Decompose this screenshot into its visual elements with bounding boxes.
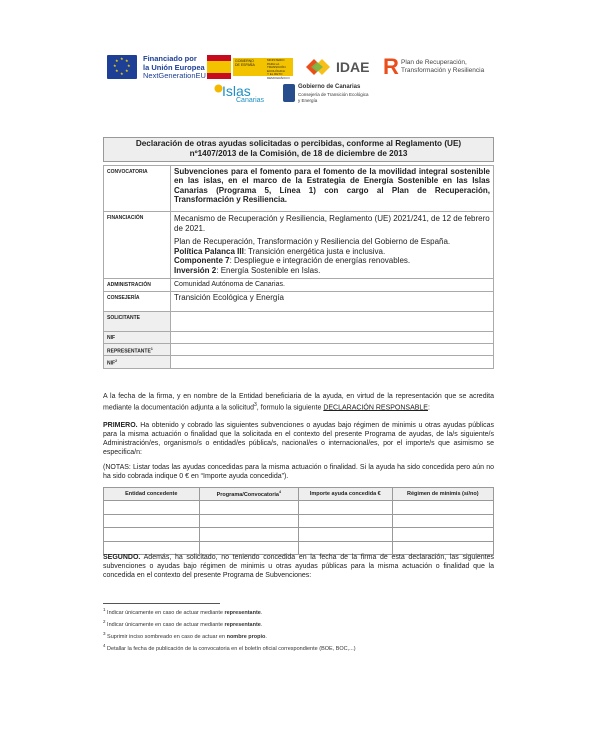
gob-line1: GOBIERNO — [235, 59, 254, 63]
table-cell[interactable] — [104, 528, 200, 542]
intro-sup: 3 — [254, 402, 257, 408]
prtr-logo — [383, 55, 493, 81]
table-row — [104, 501, 494, 515]
administracion-value: Comunidad Autónoma de Canarias. — [171, 278, 494, 291]
table-cell[interactable] — [104, 514, 200, 528]
gob-line4: PARA LA TRANSICIÓN ECOLÓGICA — [267, 61, 286, 73]
nif-label: NIF — [104, 331, 171, 343]
title-line2: nº1407/2013 de la Comisión, de 18 de diciembre de 2013 — [189, 149, 408, 158]
solicitante-label: SOLICITANTE — [104, 311, 171, 331]
footnote-divider — [103, 603, 220, 604]
nif2-sup: 2 — [115, 359, 118, 364]
footnote-4-text: Detallar la fecha de publicación de la convocatoria en el boletín oficial correspondiente (BOE, BOC,...) — [105, 645, 356, 652]
col-programa-sup: 4 — [278, 490, 281, 495]
footnote-3-num: 3 — [103, 631, 106, 636]
gobcan-sub1: Consejería de Transición Ecológica — [298, 92, 369, 97]
primero-paragraph — [103, 421, 494, 457]
footnote-1-bold: representante — [224, 609, 261, 616]
representante-label-cell — [104, 343, 171, 356]
intro-text-b: , formulo la siguiente — [256, 404, 324, 412]
palanca-value: : Transición energética justa e inclusiva. — [243, 246, 386, 256]
gob-line2: DE ESPAÑA — [235, 63, 255, 67]
canarias-shield-icon — [283, 84, 295, 102]
notas-paragraph: (NOTAS: Listar todas las ayudas concedidas para la misma actuación o finalidad. Si la ayuda ha sido concedida pero aún no ha sido cobrada indique 0 € en “Importe ayuda concedida”). — [103, 464, 494, 480]
palanca-line — [174, 247, 490, 257]
footnote-3-text: Suprimir inciso sombreado en caso de actuar en — [105, 633, 227, 640]
primero-label: PRIMERO. — [103, 422, 138, 429]
footnote-1 — [103, 607, 262, 616]
convocatoria-value: Subvenciones para el fomento para el fomento de la movilidad integral sostenible en las islas, en el marco de la Estrategia de Energía Sostenible en las Islas Canarias (Programa 5, Línea 1) con cargo al Plan de Recuperación, Transformación y Resiliencia. — [174, 167, 490, 205]
prtr-line2: Transformación y Resiliencia — [401, 67, 485, 74]
eu-line3: NextGenerationEU — [143, 71, 206, 80]
segundo-label: SEGUNDO. — [103, 554, 141, 561]
eu-line1: Financiado por — [143, 54, 197, 63]
table-cell[interactable] — [199, 514, 298, 528]
islas-sub: Canarias — [236, 97, 265, 104]
representante-sup: 1 — [150, 346, 153, 351]
intro-text-a: A la fecha de la firma, y en nombre de la Entidad beneficiaria de la ayuda, en virtud de la representación que se acredita mediante la documentación adjunta a la solicitud — [103, 393, 494, 412]
gobierno-espana-logo — [207, 55, 297, 79]
gob-line5: Y EL RETO DEMOGRÁFICO — [267, 72, 290, 80]
footnote-2 — [103, 619, 262, 628]
col-importe: Importe ayuda concedida € — [298, 488, 392, 501]
financiacion-value: Mecanismo de Recuperación y Resiliencia, Reglamento (UE) 2021/241, de 12 de febrero de 2021. — [174, 214, 490, 233]
col-programa: Programa/Convocatoria — [216, 491, 279, 498]
representante-field[interactable] — [171, 343, 494, 356]
footnote-1-end: . — [260, 609, 263, 616]
table-row — [104, 514, 494, 528]
gobcan-title: Gobierno de Canarias — [298, 84, 361, 90]
eu-flag-icon: ★ ★ ★ ★ ★ ★ ★ ★ — [107, 55, 137, 79]
componente-line — [174, 256, 490, 266]
document-title — [103, 137, 494, 162]
inversion-label: Inversión 2 — [174, 265, 217, 275]
footnote-2-num: 2 — [103, 619, 106, 624]
gob-line3: MINISTERIO — [267, 58, 285, 62]
col-entidad: Entidad concedente — [104, 488, 200, 501]
idae-logo — [306, 57, 376, 79]
table-cell[interactable] — [199, 528, 298, 542]
table-row — [104, 528, 494, 542]
col-minimis: Régimen de minimis (sí/no) — [392, 488, 493, 501]
componente-label: Componente 7 — [174, 256, 230, 266]
islas-label: Islas — [222, 83, 251, 99]
eu-line2: la Unión Europea — [143, 62, 205, 72]
title-line1: Declaración de otras ayudas solicitadas o percibidas, conforme al Reglamento (UE) — [135, 139, 462, 148]
table-cell[interactable] — [298, 514, 392, 528]
idae-mark-icon — [306, 57, 332, 77]
inversion-value: : Energía Sostenible en Islas. — [216, 265, 321, 275]
representante-label: REPRESENTANTE — [107, 348, 151, 355]
footnote-2-text: Indicar únicamente en caso de actuar mediante — [105, 621, 225, 628]
col-programa-cell — [199, 488, 298, 501]
primero-text: Ha obtenido y cobrado las siguientes subvenciones o ayudas bajo régimen de minimis u otras ayudas públicas para la misma actuación o finalidad que la solicitada en el contexto del presente Programa de ayudas, de la/s siguiente/s Administración/es, organismo/s o entidad/es pública/s, nacional/es o internacional/es, por el importe/s que asimismo se especifica/n: — [103, 422, 494, 456]
inversion-line — [174, 266, 490, 276]
footnote-1-text: Indicar únicamente en caso de actuar mediante — [105, 609, 225, 616]
table-cell[interactable] — [392, 528, 493, 542]
nif2-field[interactable] — [171, 356, 494, 369]
footnote-1-num: 1 — [103, 607, 106, 612]
solicitante-field[interactable] — [171, 311, 494, 331]
prtr-mark-icon: R — [383, 54, 399, 79]
footnote-3-bold: nombre propio — [226, 633, 266, 640]
convocatoria-info-table — [103, 165, 494, 369]
nif2-label: NIF — [107, 360, 116, 367]
convocatoria-label: CONVOCATORIA — [104, 166, 171, 212]
intro-paragraph — [103, 392, 494, 412]
table-cell[interactable] — [298, 501, 392, 515]
consejeria-value: Transición Ecológica y Energía — [171, 291, 494, 311]
spain-shield-icon — [207, 55, 231, 79]
nif2-label-cell — [104, 356, 171, 369]
administracion-label: ADMINISTRACIÓN — [104, 278, 171, 291]
intro-text-d: : — [427, 404, 430, 412]
table-cell[interactable] — [298, 528, 392, 542]
table-cell[interactable] — [392, 514, 493, 528]
componente-value: : Despliegue e integración de energías renovables. — [229, 256, 411, 266]
financiacion-label: FINANCIACIÓN — [104, 212, 171, 279]
gobierno-canarias-logo — [283, 84, 373, 110]
declaracion-responsable: DECLARACIÓN RESPONSABLE — [323, 404, 428, 412]
footnote-2-end: . — [260, 621, 263, 628]
financiacion-plan: Plan de Recuperación, Transformación y Resiliencia del Gobierno de España. — [174, 237, 451, 247]
consejeria-label: CONSEJERÍA — [104, 291, 171, 311]
nif-field[interactable] — [171, 331, 494, 343]
footnote-3-end: . — [265, 633, 267, 640]
gobcan-sub2: y Energía — [298, 97, 318, 103]
footnote-4-num: 4 — [103, 643, 106, 648]
idae-label: IDAE — [336, 59, 370, 75]
table-cell[interactable] — [199, 501, 298, 515]
table-cell[interactable] — [104, 501, 200, 515]
ayudas-table — [103, 487, 494, 555]
footnote-3 — [103, 631, 267, 640]
segundo-text: Además, ha solicitado, no teniendo concedida en la fecha de la firma de esta declaración, las siguientes subvenciones o ayudas bajo régimen de minimis u otras ayudas públicas para la misma actuación o finalidad que la concedida en el contexto del presente Programa de Subvenciones: — [103, 554, 494, 579]
footnote-2-bold: representante — [224, 621, 261, 628]
table-cell[interactable] — [392, 501, 493, 515]
segundo-paragraph — [103, 553, 494, 580]
prtr-line1: Plan de Recuperación, — [401, 59, 467, 66]
islas-canarias-logo — [214, 83, 274, 109]
palanca-label: Política Palanca III — [174, 246, 244, 256]
footnote-4 — [103, 643, 356, 652]
